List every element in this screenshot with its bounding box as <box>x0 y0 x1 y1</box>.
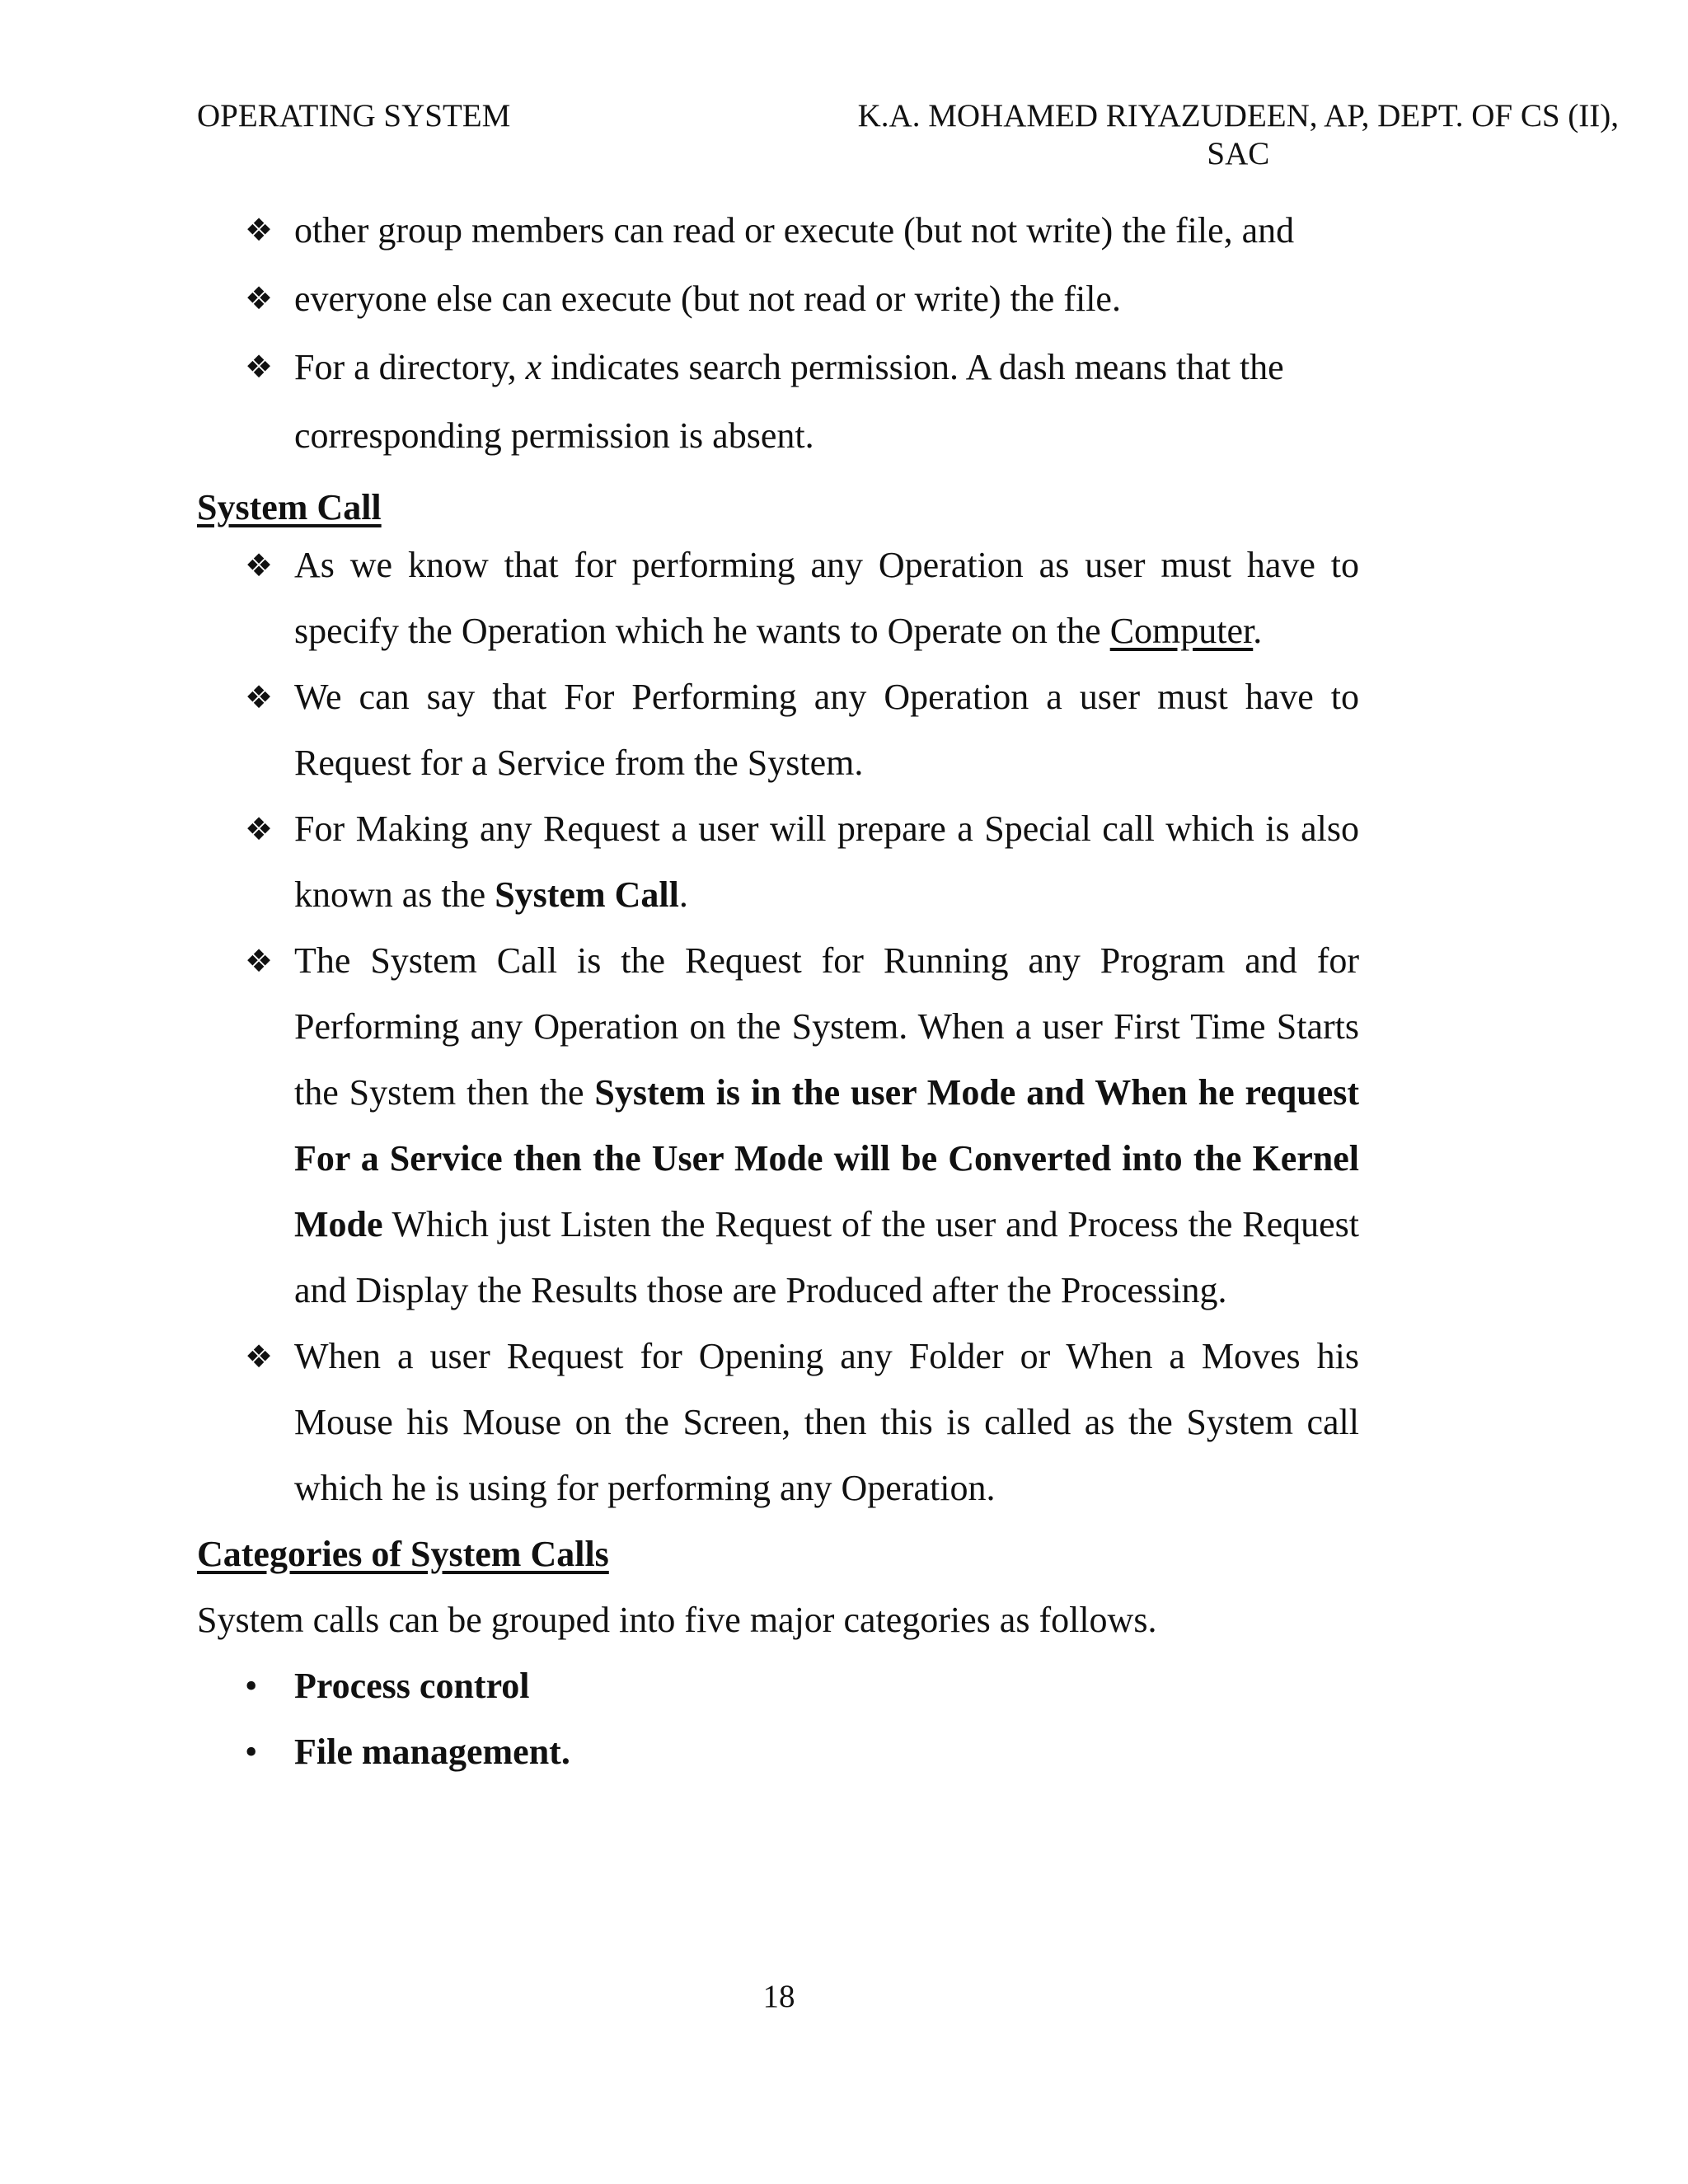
list-item-bold: System Call <box>495 874 679 915</box>
section-heading-categories: Categories of System Calls <box>197 1534 609 1574</box>
list-item <box>197 928 1359 1324</box>
list-item-bold: System is in the user Mode and When he request For a Service then the User Mode will be Converted into the Kernel Mode <box>294 1072 1359 1244</box>
diamond-bullet-icon: ❖ <box>245 212 274 248</box>
diamond-bullet-icon: ❖ <box>245 547 274 583</box>
list-item-text: We can say that For Performing any Operation a user must have to Request for a Service from the System. <box>294 677 1359 783</box>
diamond-bullet-icon: ❖ <box>245 811 274 847</box>
header-author <box>858 97 1619 173</box>
list-item <box>197 265 1326 333</box>
list-item-text-post: . <box>1253 611 1263 651</box>
diamond-bullet-icon: ❖ <box>245 943 274 979</box>
list-item-text-pre: As we know that for performing any Operation as user must have to specify the Operation which he wants to Operate on the <box>294 545 1359 651</box>
list-item-text-post: Which just Listen the Request of the user and Process the Request and Display the Results those are Produced after the Processing. <box>294 1204 1359 1310</box>
list-item <box>197 664 1359 796</box>
diamond-bullet-icon: ❖ <box>245 1338 274 1375</box>
list-item-text: Process control <box>294 1666 530 1706</box>
header-author-line1: K.A. MOHAMED RIYAZUDEEN, AP, DEPT. OF CS (II), <box>857 98 1619 134</box>
list-item <box>197 532 1359 664</box>
diamond-bullet-icon: ❖ <box>245 679 274 715</box>
list-item-text-pre: For a directory, <box>294 347 526 387</box>
diamond-bullet-icon: ❖ <box>245 349 274 385</box>
diamond-bullet-icon: ❖ <box>245 280 274 316</box>
list-item <box>197 796 1359 928</box>
page-content <box>197 196 1359 1785</box>
list-item <box>197 1653 1359 1719</box>
categories-list <box>197 1653 1359 1785</box>
header-author-line2: SAC <box>1207 136 1270 171</box>
list-item-text: everyone else can execute (but not read or write) the file. <box>294 279 1121 319</box>
list-item-variable: x <box>525 347 542 387</box>
section-heading-system-call: System Call <box>197 487 382 527</box>
list-item-text: other group members can read or execute (but not write) the file, and <box>294 210 1295 251</box>
dot-bullet-icon: • <box>245 1732 258 1772</box>
list-item-text-post: . <box>678 874 688 915</box>
permissions-list <box>197 196 1326 470</box>
list-item-text-post: indicates search permission. A dash means that the corresponding permission is absent. <box>294 347 1284 456</box>
list-item-text-pre: For Making any Request a user will prepare a Special call which is also known as the <box>294 808 1359 915</box>
list-item <box>197 333 1326 470</box>
system-call-list <box>197 532 1359 1521</box>
computer-link[interactable]: Computer <box>1109 611 1254 651</box>
list-item <box>197 1719 1359 1785</box>
list-item-text: When a user Request for Opening any Folder or When a Moves his Mouse his Mouse on the Screen, then this is called as the System call which he is using for performing any Operation. <box>294 1336 1359 1508</box>
list-item <box>197 1324 1359 1521</box>
page-number: 18 <box>762 1979 795 2014</box>
list-item-text: File management. <box>294 1732 570 1772</box>
categories-intro: System calls can be grouped into five major categories as follows. <box>197 1600 1157 1640</box>
header-course-title: OPERATING SYSTEM <box>197 98 511 134</box>
list-item-text-pre: The System Call is the Request for Running any Program and for Performing any Operation on the System. When a user First Time Starts the System then the <box>294 940 1359 1113</box>
list-item <box>197 196 1326 265</box>
dot-bullet-icon: • <box>245 1666 258 1706</box>
